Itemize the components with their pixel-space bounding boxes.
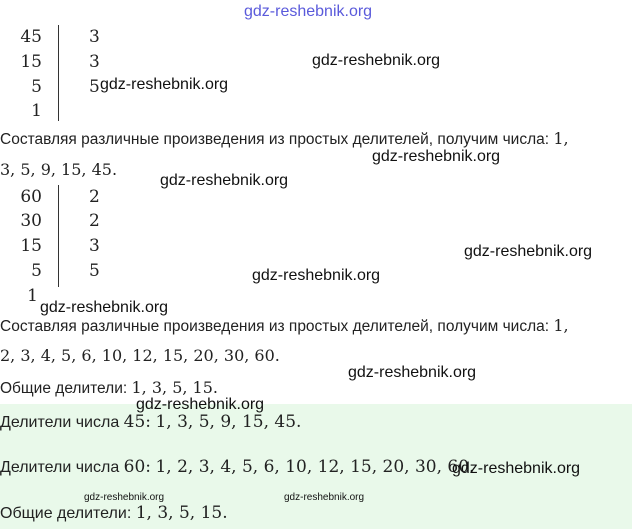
factor-left-value: 60	[20, 187, 42, 207]
paragraph-numbers: 1,	[553, 129, 569, 148]
paragraph-text: Составляя различные произведения из простых делителей, получим числа:	[0, 318, 550, 335]
watermark[interactable]: gdz-reshebnik.org	[252, 267, 381, 284]
factor-left-value: 1	[31, 101, 42, 121]
factor-right-value: 3	[89, 27, 100, 47]
watermark[interactable]: gdz-reshebnik.org	[452, 460, 581, 477]
factor-left-value: 30	[20, 211, 42, 231]
watermark-top[interactable]: gdz-reshebnik.org	[244, 3, 373, 20]
factor-left-value: 15	[20, 52, 42, 72]
paragraph-numbers: 3, 5, 9, 15, 45.	[0, 160, 118, 179]
watermark[interactable]: gdz-reshebnik.org	[372, 148, 501, 165]
answer-common-divisors	[0, 503, 228, 523]
factor-divider-line	[58, 25, 59, 121]
answer-number: 60:	[123, 457, 152, 477]
answer-values: 1, 3, 5, 9, 15, 45.	[155, 412, 302, 432]
paragraph-numbers: 1,	[553, 316, 569, 335]
watermark[interactable]: gdz-reshebnik.org	[348, 364, 477, 381]
watermark[interactable]: gdz-reshebnik.org	[40, 299, 169, 316]
factor-right-value: 5	[89, 261, 100, 281]
factor-right-value: 2	[89, 211, 100, 231]
answer-values: 1, 2, 3, 4, 5, 6, 10, 12, 15, 20, 30, 60.	[155, 457, 475, 477]
factor-left-value: 45	[20, 27, 42, 47]
common-divisors-values: 1, 3, 5, 15.	[131, 378, 218, 397]
common-divisors-label: Общие делители:	[0, 380, 128, 397]
answer-values: 1, 3, 5, 15.	[135, 503, 228, 523]
answer-label: Делители числа	[0, 414, 120, 431]
paragraph-1-line-1	[0, 129, 569, 149]
paragraph-numbers: 2, 3, 4, 5, 6, 10, 12, 15, 20, 30, 60.	[0, 346, 280, 365]
answer-number: 45:	[123, 412, 152, 432]
paragraph-text: Составляя различные произведения из простых делителей, получим числа:	[0, 131, 550, 148]
factor-divider-line	[58, 185, 59, 287]
watermark-small[interactable]: gdz-reshebnik.org	[84, 492, 165, 503]
factor-left-value: 1	[27, 286, 38, 306]
watermark[interactable]: gdz-reshebnik.org	[160, 172, 289, 189]
factor-right-value: 2	[89, 187, 100, 207]
watermark-small[interactable]: gdz-reshebnik.org	[284, 492, 365, 503]
paragraph-2-line-1	[0, 316, 569, 336]
answer-label: Общие делители:	[0, 505, 132, 522]
watermark[interactable]: gdz-reshebnik.org	[464, 243, 593, 260]
factor-left-value: 15	[20, 236, 42, 256]
factor-left-value: 5	[31, 261, 42, 281]
watermark[interactable]: gdz-reshebnik.org	[312, 52, 441, 69]
common-divisors-line	[0, 378, 218, 398]
factor-right-value: 3	[89, 236, 100, 256]
paragraph-1-line-2	[0, 160, 117, 180]
answer-divisors-60	[0, 457, 474, 477]
watermark[interactable]: gdz-reshebnik.org	[100, 76, 229, 93]
answer-label: Делители числа	[0, 459, 120, 476]
watermark[interactable]: gdz-reshebnik.org	[136, 396, 265, 413]
factor-right-value: 3	[89, 52, 100, 72]
answer-divisors-45	[0, 412, 301, 432]
factor-left-value: 5	[31, 77, 42, 97]
factor-right-value: 5	[89, 77, 100, 97]
paragraph-2-line-2	[0, 346, 280, 366]
